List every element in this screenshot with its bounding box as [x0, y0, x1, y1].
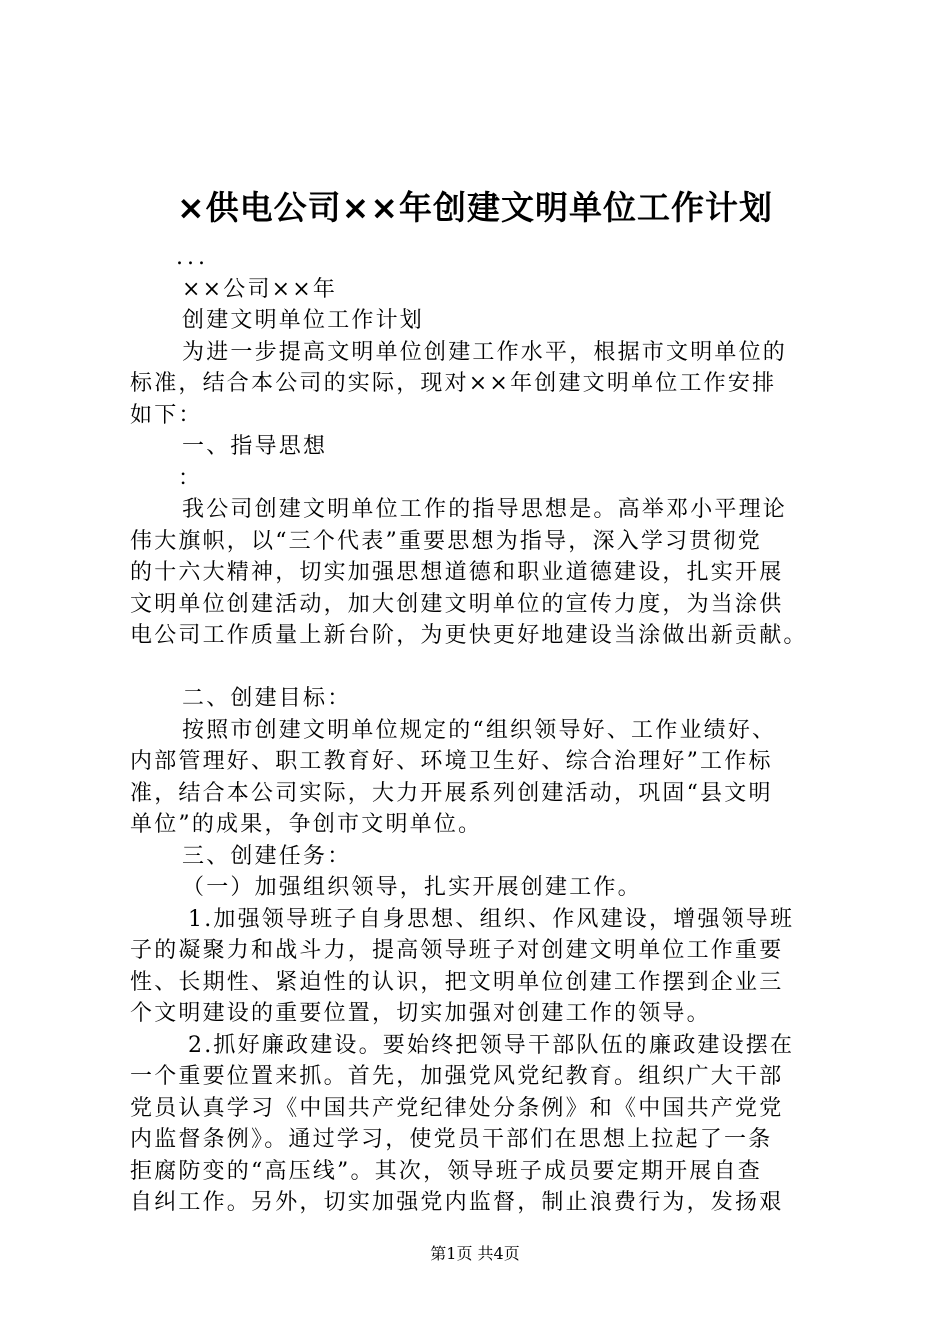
paragraph-line: 内部管理好、职工教育好、环境卫生好、综合治理好”工作标 [130, 749, 773, 774]
subtitle-plan: 创建文明单位工作计划 [182, 308, 425, 333]
ellipsis-line: ... [176, 245, 209, 270]
document-body [130, 242, 850, 1219]
paragraph-line: 1.加强领导班子自身思想、组织、作风建设，增强领导班 [188, 906, 795, 932]
paragraph-line: 党员认真学习《中国共产党纪律处分条例》和《中国共产党党 [130, 1095, 784, 1121]
paragraph-gap [130, 652, 850, 684]
paragraph-line: 准，结合本公司实际，大力开展系列创建活动，巩固“县文明 [130, 780, 773, 806]
paragraph-line: 个文明建设的重要位置，切实加强对创建工作的领导。 [130, 1001, 711, 1026]
document-title: ×供电公司××年创建文明单位工作计划 [177, 188, 773, 227]
paragraph-line: 性、长期性、紧迫性的认识，把文明单位创建工作摆到企业三 [130, 969, 784, 995]
paragraph-line: 文明单位创建活动，加大创建文明单位的宣传力度，为当涂供 [130, 591, 784, 617]
paragraph-line: 的十六大精神，切实加强思想道德和职业道德建设，扎实开展 [130, 560, 784, 585]
paragraph-line: 一个重要位置来抓。首先，加强党风党纪教育。组织广大干部 [130, 1064, 784, 1089]
paragraph-line: 单位”的成果，争创市文明单位。 [130, 812, 483, 837]
paragraph-line: 自纠工作。另外，切实加强党内监督，制止浪费行为，发扬艰 [130, 1190, 784, 1215]
paragraph-line: 电公司工作质量上新台阶，为更快更好地建设当涂做出新贡献。 [130, 623, 808, 648]
paragraph-line: 为进一步提高文明单位创建工作水平，根据市文明单位的 [182, 339, 788, 365]
paragraph-line: 伟大旗帜，以“三个代表”重要思想为指导，深入学习贯彻党 [130, 528, 762, 554]
paragraph-line: 如下： [130, 402, 203, 428]
paragraph-line: 子的凝聚力和战斗力，提高领导班子对创建文明单位工作重要 [130, 938, 784, 963]
subtitle-company-year: ××公司××年 [182, 276, 338, 302]
paragraph-line: 按照市创建文明单位规定的“组织领导好、工作业绩好、 [182, 717, 777, 743]
paragraph-line: 2.抓好廉政建设。要始终把领导干部队伍的廉政建设摆在 [188, 1032, 795, 1058]
section-heading-tasks: 三、创建任务： [182, 843, 352, 869]
paragraph-line: 标准，结合本公司的实际，现对××年创建文明单位工作安排 [130, 371, 777, 396]
subsection-heading: （一）加强组织领导，扎实开展创建工作。 [182, 875, 642, 900]
paragraph-line: 内监督条例》。通过学习，使党员干部们在思想上拉起了一条 [130, 1127, 773, 1152]
paragraph-line: 我公司创建文明单位工作的指导思想是。高举邓小平理论 [182, 497, 788, 522]
section-heading-guiding-ideology: 一、指导思想 [182, 434, 328, 459]
page-number-footer: 第1页 共4页 [430, 1244, 520, 1263]
paragraph-line: 拒腐防变的“高压线”。其次，领导班子成员要定期开展自查 [130, 1158, 762, 1184]
section-heading-goals: 二、创建目标： [182, 686, 352, 711]
colon-line: ： [178, 465, 203, 491]
